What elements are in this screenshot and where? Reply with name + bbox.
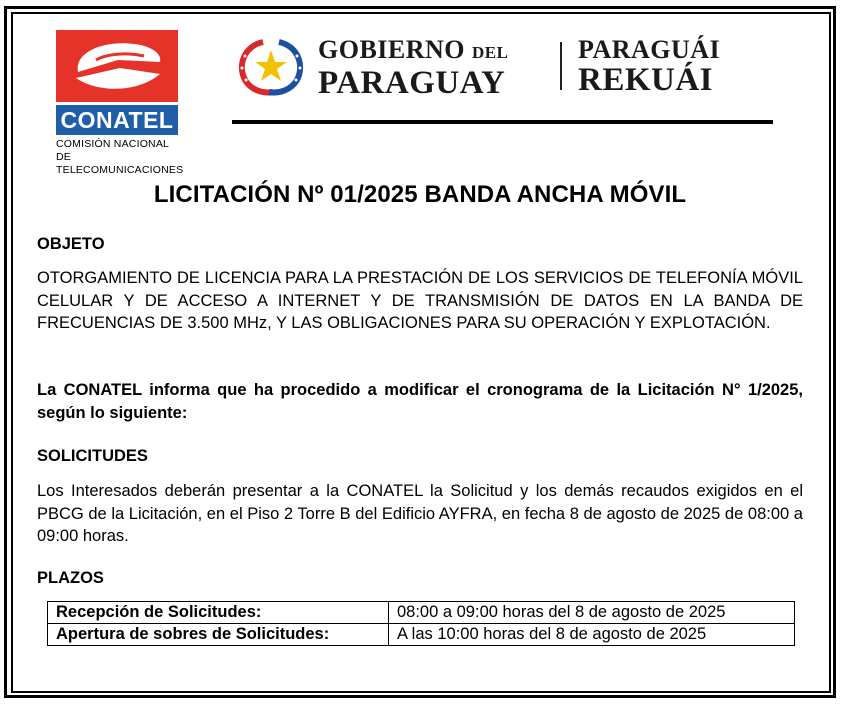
plazos-heading: PLAZOS <box>37 569 104 587</box>
gov-paraguai-text: PARAGUÁI <box>578 35 721 64</box>
conatel-subtitle-line1: COMISIÓN NACIONAL DE <box>56 138 169 163</box>
conatel-name: CONATEL <box>56 105 178 135</box>
gov-rekuai-text: REKUÁI <box>578 62 714 98</box>
conatel-emblem-icon <box>56 30 178 102</box>
conatel-subtitle-line2: TELECOMUNICACIONES <box>56 164 184 176</box>
table-row <box>48 624 795 646</box>
table-row <box>48 602 795 624</box>
objeto-text: OTORGAMIENTO DE LICENCIA PARA LA PRESTACIÓN DE LOS SERVICIOS DE TELEFONÍA MÓVIL CELULAR Y DE ACCESO A INTERNET Y DE TRANSMISIÓN DE DATOS EN LA BANDA DE FRECUENCIAS DE 3.500 MHz, Y LAS OBLIGACIONES PARA SU OPERACIÓN Y EXPLOTACIÓN. <box>37 269 803 332</box>
notice-text: La CONATEL informa que ha procedido a modificar el cronograma de la Licitación N° 1/2025, según lo siguiente: <box>37 381 803 422</box>
objeto-heading: OBJETO <box>37 235 105 253</box>
solicitudes-text: Los Interesados deberán presentar a la CONATEL la Solicitud y los demás recaudos exigidos en el PBCG de la Licitación, en el Piso 2 Torre B del Edificio AYFRA, en fecha 8 de agosto de 2025 de 08:00 a 09:00 horas. <box>37 482 803 545</box>
plazo-value: A las 10:00 horas del 8 de agosto de 2025 <box>389 624 795 646</box>
plazo-label: Apertura de sobres de Solicitudes: <box>48 624 389 646</box>
solicitudes-heading: SOLICITUDES <box>37 447 148 465</box>
plazo-value: 08:00 a 09:00 horas del 8 de agosto de 2025 <box>389 602 795 624</box>
gov-del-text: DEL <box>472 43 509 62</box>
document-title: LICITACIÓN Nº 01/2025 BANDA ANCHA MÓVIL <box>153 181 687 208</box>
paraguay-seal-icon <box>233 36 309 96</box>
plazo-label: Recepción de Solicitudes: <box>48 602 389 624</box>
gov-gobierno-text: GOBIERNO <box>318 35 466 64</box>
logo-divider <box>560 42 562 90</box>
gobierno-del-paraguay-logo <box>318 36 509 99</box>
gov-paraguay-text: PARAGUAY <box>318 65 506 101</box>
conatel-subtitle <box>56 138 184 177</box>
plazos-table <box>47 601 795 646</box>
conatel-logo <box>56 30 184 177</box>
paraguai-rekuai-logo <box>578 36 720 96</box>
header-rule <box>232 120 773 124</box>
